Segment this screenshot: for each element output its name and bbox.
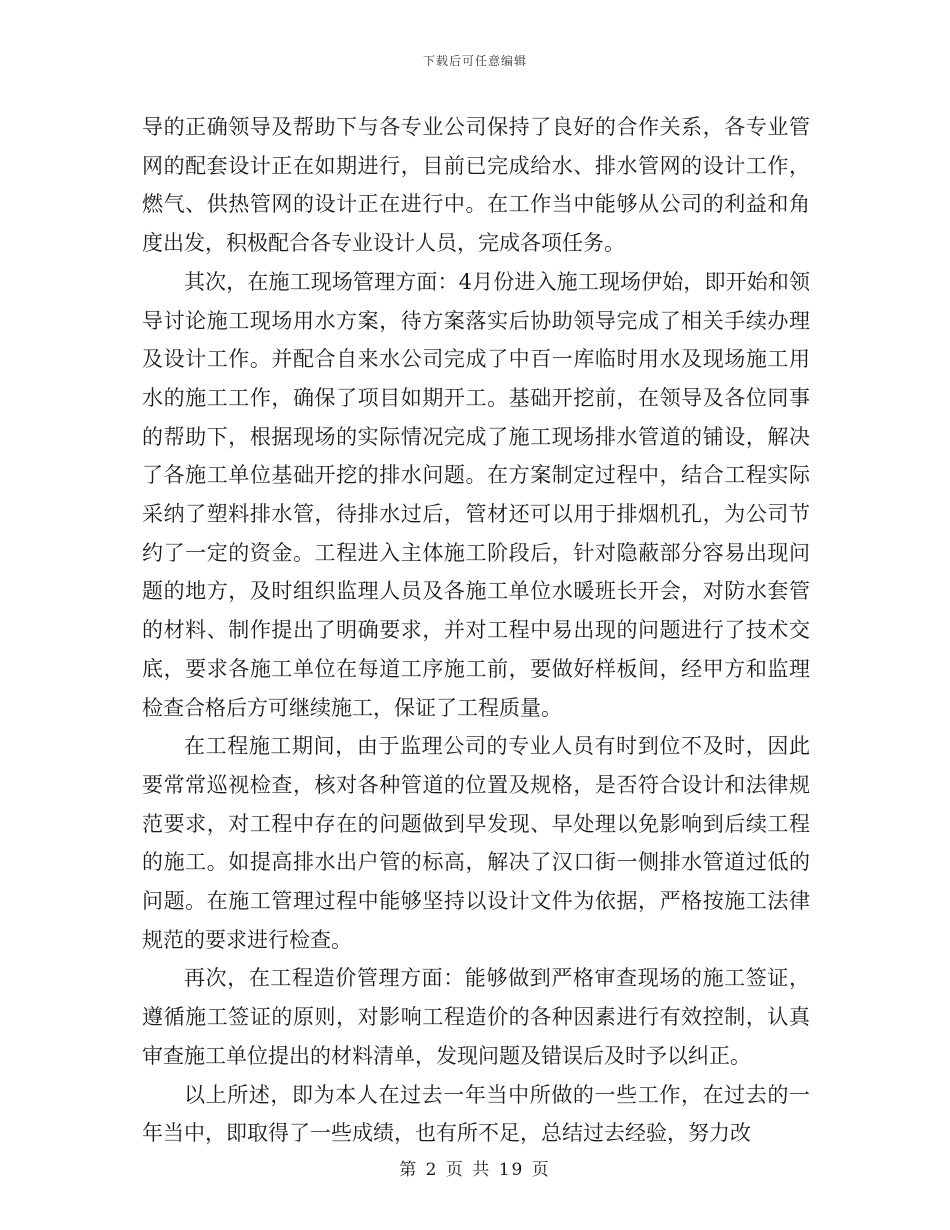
- document-body: [142, 108, 810, 1153]
- paragraph-summary: 以上所述，即为本人在过去一年当中所做的一些工作，在过去的一年当中，即取得了一些成绩，也有所不足，总结过去经验，努力改: [142, 1082, 810, 1146]
- paragraph-continued: 导的正确领导及帮助下与各专业公司保持了良好的合作关系，各专业管网的配套设计正在如期进行，目前已完成给水、排水管网的设计工作，燃气、供热管网的设计正在进行中。在工作当中能够从公司的利益和角度出发，积极配合各专业设计人员，完成各项任务。: [142, 115, 810, 256]
- paragraph-cost-management: 再次，在工程造价管理方面：能够做到严格审查现场的施工签证，遵循施工签证的原则，对影响工程造价的各种因素进行有效控制，认真审查施工单位提出的材料清单，发现问题及错误后及时予以纠正。: [142, 966, 810, 1068]
- paragraph-construction-period: 在工程施工期间，由于监理公司的专业人员有时到位不及时，因此要常常巡视检查，核对各种管道的位置及规格，是否符合设计和法律规范要求，对工程中存在的问题做到早发现、早处理以免影响到后续工程的施工。如提高排水出户管的标高，解决了汉口街一侧排水管道过低的问题。在施工管理过程中能够坚持以设计文件为依据，严格按施工法律规范的要求进行检查。: [142, 734, 810, 952]
- page-header: 下载后可任意编辑: [422, 54, 527, 68]
- page-number: 第 2 页 共 19 页: [399, 1160, 551, 1180]
- paragraph-site-management: 其次，在施工现场管理方面：4月份进入施工现场伊始，即开始和领导讨论施工现场用水方案，待方案落实后协助领导完成了相关手续办理及设计工作。并配合自来水公司完成了中百一库临时用水及现场施工用水的施工工作，确保了项目如期开工。基础开挖前，在领导及各位同事的帮助下，根据现场的实际情况完成了施工现场排水管道的铺设，解决了各施工单位基础开挖的排水问题。在方案制定过程中，结合工程实际采纳了塑料排水管，待排水过后，管材还可以用于排烟机孔，为公司节约了一定的资金。工程进入主体施工阶段后，针对隐蔽部分容易出现问题的地方，及时组织监理人员及各施工单位水暖班长开会，对防水套管的材料、制作提出了明确要求，并对工程中易出现的问题进行了技术交底，要求各施工单位在每道工序施工前，要做好样板间，经甲方和监理检查合格后方可继续施工，保证了工程质量。: [142, 269, 810, 720]
